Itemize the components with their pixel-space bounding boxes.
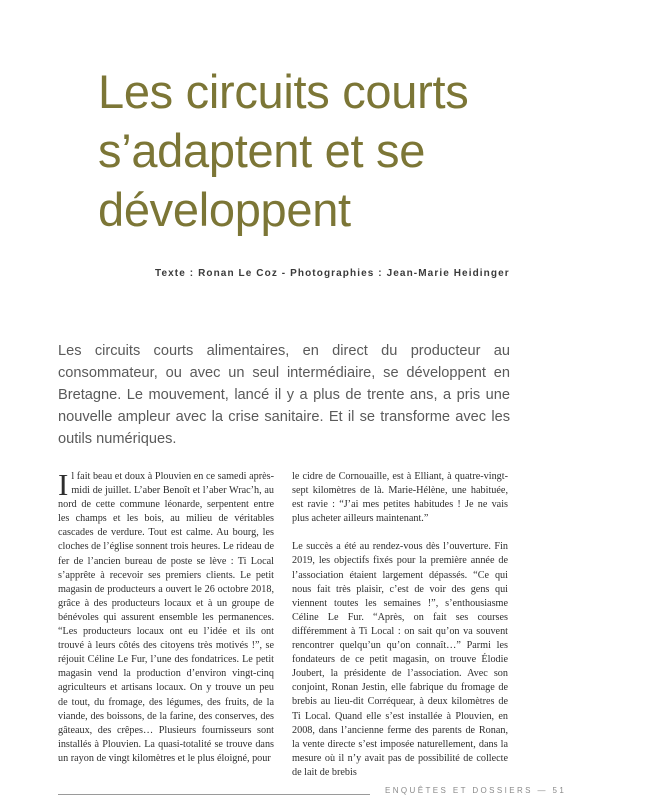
body-column-right [292,470,508,778]
drop-cap: I [58,467,69,502]
article-lead: Les circuits courts alimentaires, en direct du producteur au consommateur, ou avec un seul intermédiaire, se développent en Bretagne. Le mouvement, lancé il y a plus de trente ans, a pris une nouvelle ampleur avec la crise sanitaire. Et il se transforme avec les outils numériques. [58,343,510,447]
footer-rule [58,794,370,795]
body-paragraph: Le succès a été au rendez-vous dès l’ouverture. Fin 2019, les objectifs fixés pour la première année de l’association étaient largement dépassés. “Ce qui nous fait très plaisir, c’est de voir des gens qui viennent toutes les semaines !”, s’enthousiasme Céline Le Fur. “Après, on fait ses courses différemment à Ti Local : on sait qu’on va souvent rencontrer quelqu’un qu’on connaît…” Parmi les fondateurs de ce petit magasin, on trouve Élodie Joubert, la présidente de l’association. Avec son conjoint, Ronan Jestin, elle fabrique du fromage de brebis au lieu-dit Corréquear, à deux kilomètres de Ti Local. Quand elle s’est installée à Plouvien, en 2008, dans l’ancienne ferme des parents de Ronan, la vente directe s’est imposée naturellement, dans la mesure où il n’y avait pas de possibilité de collecte de lait de brebis [292,541,508,778]
article-byline: Texte : Ronan Le Coz - Photographies : Jean-Marie Heidinger [155,268,510,279]
article-title: Les circuits courts s’adaptent et se développent [98,65,469,236]
body-paragraph [58,467,274,766]
running-head: ENQUÊTES ET DOSSIERS — 51 [385,786,567,795]
body-paragraph: le cidre de Cornouaille, est à Elliant, à quatre-vingt-sept kilomètres de là. Marie-Hélène, une habituée, est ravie : “J’ai mes petites habitudes ! Je ne vais plus acheter ailleurs maintenant.” [292,471,508,525]
body-column-left [58,467,274,770]
body-paragraph-text: l fait beau et doux à Plouvien en ce samedi après-midi de juillet. L’aber Benoît et l’aber Wrac’h, au nord de cette commune léonarde, serpentent entre les champs et les bois, au milieu de véritables cascades de verdure. Tout est calme. Au bourg, les cloches de l’église sonnent trois heures. Le rideau de fer de l’ancien bureau de poste se lève : Ti Local s’apprête à recevoir ses premiers clients. Le petit magasin de producteurs a ouvert le 26 octobre 2018, grâce à des producteurs locaux et à un groupe de bénévoles qui assurent ensemble les permanences. “Les producteurs locaux ont eu l’idée et ils ont trouvé à leurs côtés des citoyens très motivés !”, se réjouit Céline Le Fur, l’une des fondatrices. Le petit magasin vend la production d’environ vingt-cinq agriculteurs et artisans locaux. On y trouve un peu de tout, du fromage, des légumes, des fruits, de la viande, des boissons, de la farine, des conserves, des gâteaux, des crêpes… Plusieurs fournisseurs sont installés à Plouvien. La quasi-totalité se trouve dans un rayon de vingt kilomètres et le plus éloigné, pour [58,471,274,764]
